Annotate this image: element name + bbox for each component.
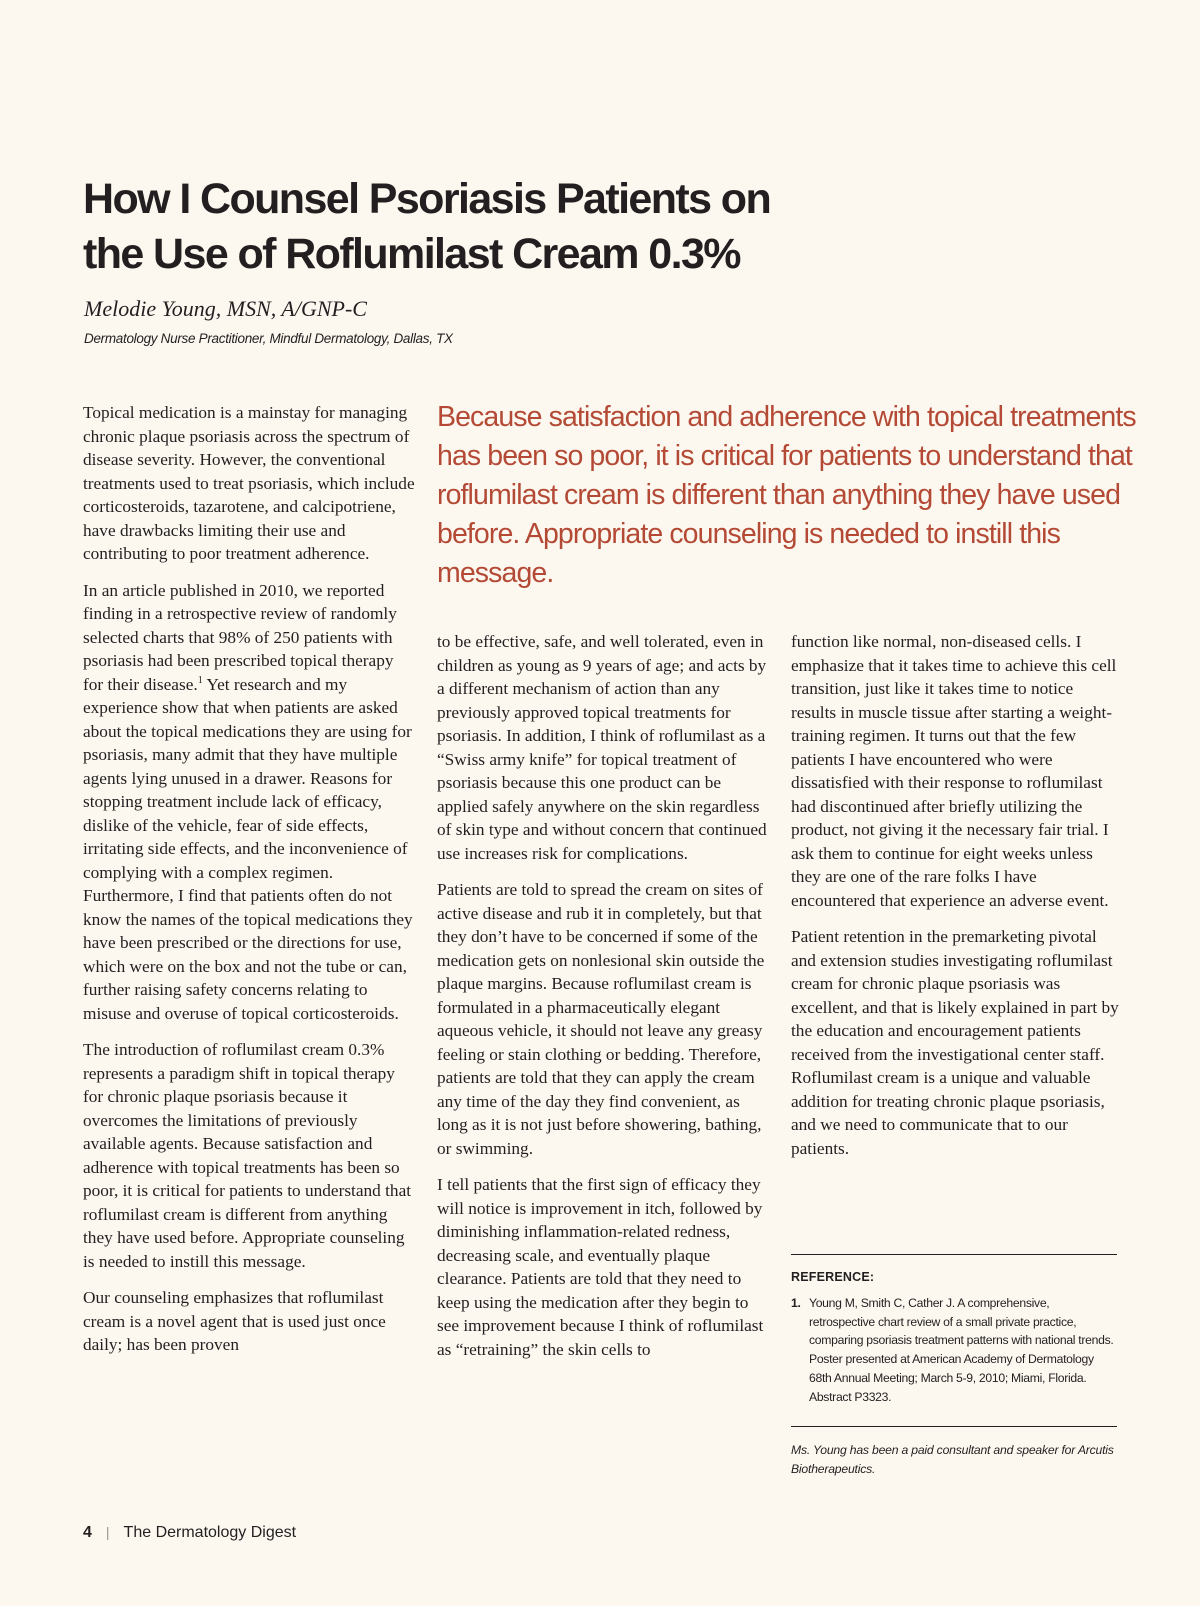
reference-divider — [791, 1254, 1117, 1255]
paragraph: function like normal, non-diseased cells. I emphasize that it takes time to achieve this cell transition, just like it takes time to notice results in muscle tissue after starting a weight-training regimen. It turns out that the few patients I have encountered who were dissatisfied with their response to roflumilast had discontinued after briefly utilizing the product, not giving it the necessary fair trial. I ask them to continue for eight weeks unless they are one of the rare folks I have encountered that experience an adverse event. — [791, 632, 1117, 910]
publication-name: The Dermatology Digest — [123, 1524, 297, 1541]
disclosure-note: Ms. Young has been a paid consultant and speaker for Arcutis Biotherapeutics. — [791, 1443, 1114, 1476]
paragraph-text: Yet research and my experience show that when patients are asked about the topical medications they are using for psoriasis, many admit that they have multiple agents lying unused in a drawer. Reasons for stopping treatment include lack of efficacy, dislike of the vehicle, fear of side effects, irritating side effects, and the inconvenience of complying with a complex regimen. Furthermore, I find that patients often do not know the names of the topical medications they have been prescribed or the directions for use, which were on the box and not the tube or can, further raising safety concerns relating to misuse and overuse of topical corticosteroids. — [83, 674, 413, 1023]
paragraph-text: In an article published in 2010, we reported finding in a retrospective review of randomly selected charts that 98% of 250 patients with psoriasis had been prescribed topical therapy for their disease. — [83, 580, 397, 694]
reference-item — [791, 1294, 1116, 1406]
author-name: Melodie Young, MSN, A/GNP-C — [84, 296, 367, 321]
title-line-1: How I Counsel Psoriasis Patients on — [83, 175, 771, 223]
paragraph — [83, 579, 416, 1026]
text-column-1 — [83, 401, 416, 1370]
paragraph: I tell patients that the first sign of efficacy they will notice is improvement in itch, followed by diminishing inflammation-related redness, decreasing scale, and eventually plaque clearance. Patients are told that they need to keep using the medication after they begin to see improvement because I think of roflumilast as “retraining” the skin cells to — [437, 1175, 764, 1359]
text-column-2 — [437, 630, 767, 1374]
title-line-2: the Use of Roflumilast Cream 0.3% — [83, 230, 740, 278]
paragraph: Topical medication is a mainstay for managing chronic plaque psoriasis across the spectrum of disease severity. However, the conventional treatments used to treat psoriasis, which include corticosteroids, tazarotene, and calcipotriene, have drawbacks limiting their use and contributing to poor treatment adherence. — [83, 403, 415, 563]
pull-quote: Because satisfaction and adherence with topical treatments has been so poor, it is critical for patients to understand that roflumilast cream is different than anything they have used before. Appropriate counseling is needed to instill this message. — [437, 401, 1136, 589]
reference-heading: REFERENCE: — [791, 1270, 875, 1284]
page-footer — [83, 1524, 296, 1542]
reference-text: Young M, Smith C, Cather J. A comprehensive, retrospective chart review of a small private practice, comparing psoriasis treatment patterns with national trends. Poster presented at American Academy of Dermatology 68th Annual Meeting; March 5-9, 2010; Miami, Florida. Abstract P3323. — [809, 1296, 1114, 1404]
footer-separator: | — [105, 1524, 110, 1540]
disclosure-divider — [791, 1426, 1117, 1427]
paragraph: Our counseling emphasizes that roflumilast cream is a novel agent that is used just once daily; has been proven — [83, 1288, 386, 1354]
paragraph: Patients are told to spread the cream on sites of active disease and rub it in completely, but that they don’t have to be concerned if some of the medication gets on nonlesional skin outside the plaque margins. Because roflumilast cream is formulated in a pharmaceutically elegant aqueous vehicle, it should not leave any greasy feeling or stain clothing or bedding. Therefore, patients are told that they can apply the cream any time of the day they find convenient, as long as it is not just before showering, bathing, or swimming. — [437, 880, 765, 1158]
reference-number: 1. — [791, 1296, 801, 1310]
text-column-3 — [791, 630, 1121, 1173]
citation-superscript: 1 — [197, 674, 203, 686]
page-number: 4 — [83, 1524, 92, 1541]
paragraph: Patient retention in the premarketing pivotal and extension studies investigating roflumilast cream for chronic plaque psoriasis was excellent, and that is likely explained in part by the education and encouragement patients received from the investigational center staff. Roflumilast cream is a unique and valuable addition for treating chronic plaque psoriasis, and we need to communicate that to our patients. — [791, 927, 1119, 1158]
paragraph: to be effective, safe, and well tolerated, even in children as young as 9 years of age; and acts by a different mechanism of action than any previously approved topical treatments for psoriasis. In addition, I think of roflumilast as a “Swiss army knife” for topical treatment of psoriasis because this one product can be applied safely anywhere on the skin regardless of skin type and without concern that continued use increases risk for complications. — [437, 632, 767, 863]
paragraph: The introduction of roflumilast cream 0.3% represents a paradigm shift in topical therapy for chronic plaque psoriasis because it overcomes the limitations of previously available agents. Because satisfaction and adherence with topical treatments has been so poor, it is critical for patients to understand that roflumilast cream is different from anything they have used before. Appropriate counseling is needed to instill this message. — [83, 1040, 412, 1271]
author-affiliation: Dermatology Nurse Practitioner, Mindful Dermatology, Dallas, TX — [84, 331, 453, 346]
article-title — [83, 172, 983, 282]
